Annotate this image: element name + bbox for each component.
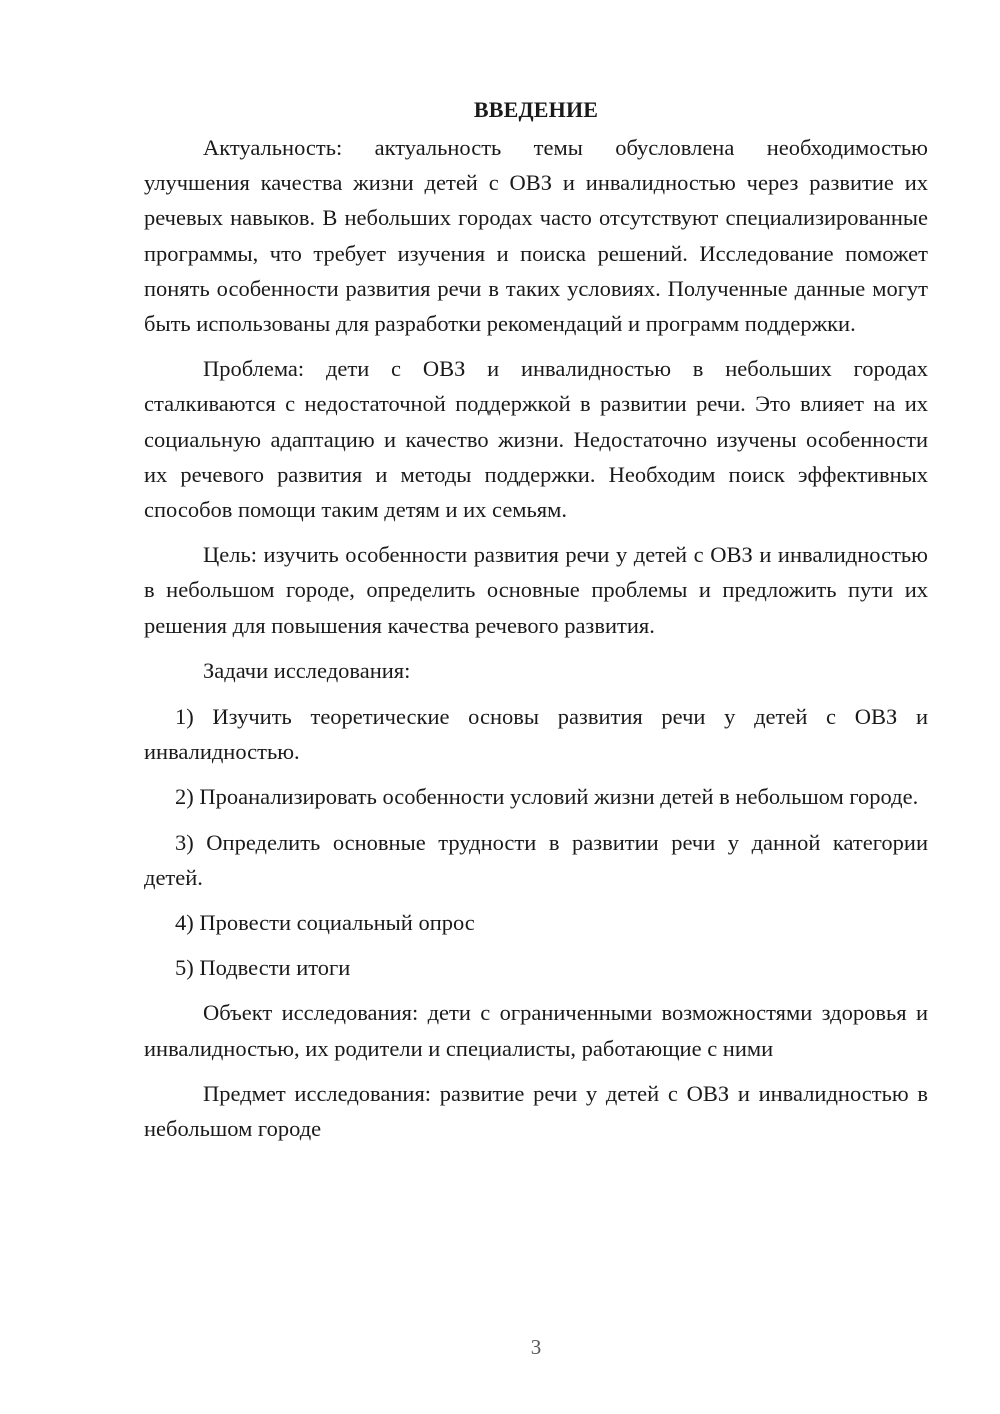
page-number: 3 <box>530 1335 542 1359</box>
section-title: ВВЕДЕНИЕ <box>473 97 599 122</box>
problem-paragraph: Проблема: дети с ОВЗ и инвалидностью в небольших городах сталкиваются с недостаточной поддержкой в развитии речи. Это влияет на их социальную адаптацию и качество жизни. Недостаточно изучены особенности их речевого развития и методы поддержки. Необходим поиск эффективных способов помощи таким детям и их семьям. <box>144 356 928 523</box>
task-item: 5) Подвести итоги <box>175 955 351 981</box>
task-item: 3) Определить основные трудности в развитии речи у данной категории детей. <box>144 829 928 890</box>
task-item: 2) Проанализировать особенности условий жизни детей в небольшом городе. <box>175 784 919 810</box>
task-item: 1) Изучить теоретические основы развития речи у детей с ОВЗ и инвалидностью. <box>144 704 928 765</box>
subject-paragraph: Предмет исследования: развитие речи у детей с ОВЗ и инвалидностью в небольшом городе <box>144 1080 928 1142</box>
object-paragraph: Объект исследования: дети с ограниченными возможностями здоровья и инвалидностью, их родители и специалисты, работающие с ними <box>144 1000 928 1061</box>
goal-paragraph: Цель: изучить особенности развития речи у детей с ОВЗ и инвалидностью в небольшом городе, определить основные проблемы и предложить пути их решения для повышения качества речевого развития. <box>144 542 928 638</box>
tasks-heading: Задачи исследования: <box>203 657 411 683</box>
relevance-paragraph: Актуальность: актуальность темы обусловлена необходимостью улучшения качества жизни детей с ОВЗ и инвалидностью через развитие их речевых навыков. В небольших городах часто отсутствуют специализированные программы, что требует изучения и поиска решений. Исследование поможет понять особенности развития речи в таких условиях. Полученные данные могут быть использованы для разработки рекомендаций и программ поддержки. <box>144 135 928 337</box>
task-item: 4) Провести социальный опрос <box>175 910 475 936</box>
page-content <box>144 92 928 1156</box>
